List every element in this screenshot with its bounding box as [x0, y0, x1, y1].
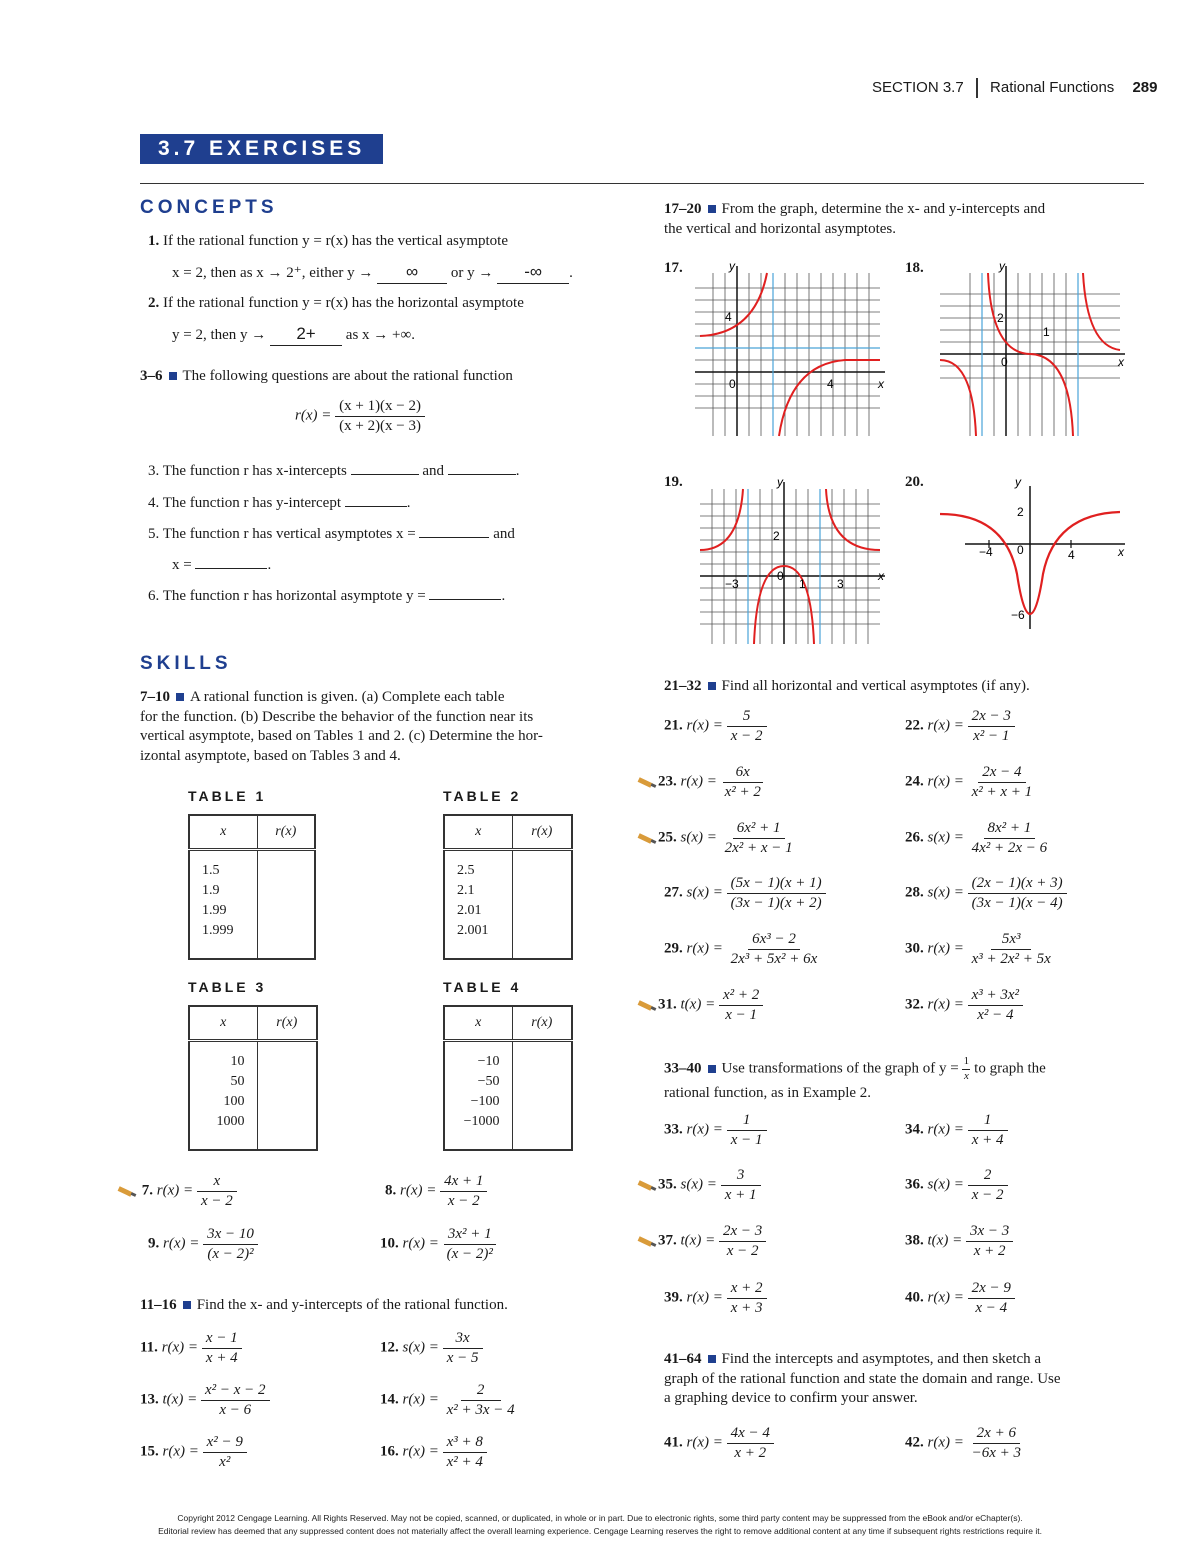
svg-text:0: 0 — [1001, 355, 1008, 369]
svg-text:1: 1 — [799, 577, 806, 591]
graph-18 — [935, 258, 1135, 438]
graph-20-label: 20. — [905, 474, 924, 490]
svg-text:1: 1 — [1043, 325, 1050, 339]
svg-text:x: x — [878, 569, 884, 583]
y-axis-label: y — [729, 259, 735, 273]
x-axis-label: x — [878, 377, 884, 391]
svg-text:x: x — [1118, 355, 1124, 369]
pencil-icon — [638, 1001, 658, 1009]
exercise-27: 27. s(x) = $\frac{(5x - 1)(x + 1)}{(3x - 1)(x + 2)}$ — [664, 874, 826, 913]
question-5: 5. The function r has vertical asymptotes x = and — [148, 526, 515, 542]
chapter-title: Rational Functions — [990, 78, 1115, 96]
pencil-icon — [638, 834, 658, 842]
exercises-banner: 3.7 EXERCISES — [140, 134, 383, 164]
svg-text:−4: −4 — [979, 545, 993, 559]
svg-text:3: 3 — [837, 577, 844, 591]
exercise-37: 37. t(x) = $\frac{2x - 3}{x - 2}$ — [638, 1222, 766, 1261]
exercise-35: 35. s(x) = $\frac{3}{x + 1}$ — [638, 1166, 761, 1205]
instructions-41-64: 41–64 Find the intercepts and asymptotes, and then sketch a graph of the rational function and state the domain and range. Use a graphing device to confirm your answer. — [664, 1351, 1061, 1406]
tick-0: 0 — [729, 377, 736, 391]
exercise-26: 26. s(x) = $\frac{\text{8x² + 1}}{\text{4x² + 2x − 6}}$ — [905, 820, 1048, 856]
tick-4x: 4 — [827, 377, 834, 391]
exercise-12: 12. s(x) = $\frac{3x}{x - 5}$ — [380, 1329, 483, 1368]
rational-function-r: r(x) = $\frac{(x + 1)(x - 2)}{(x + 2)(x - 3)}$ — [295, 397, 425, 436]
exercise-23: 23. r(x) = $\frac{6x}{\text{x² + 2}}$ — [638, 763, 765, 802]
table-4: TABLE 4 x r(x) −10 −50 −100 −1000 — [443, 979, 573, 1151]
exercise-7: 7. r(x) = $\frac{x}{x - 2}$ — [118, 1172, 237, 1211]
graph-17 — [695, 258, 895, 438]
exercise-25: 25. s(x) = $\frac{\text{6x² + 1}}{\text{2x² + x − 1}}$ — [638, 819, 797, 858]
section-label: SECTION 3.7 — [872, 78, 964, 96]
exercise-30: 30. r(x) = $\frac{\text{5x³}}{\text{x³ + 2x² + 5x}}$ — [905, 931, 1051, 967]
exercise-28: 28. s(x) = $\frac{(2x - 1)(x + 3)}{(3x - 1)(x - 4)}$ — [905, 874, 1067, 913]
instructions-7-10: 7–10 A rational function is given. (a) Complete each table for the function. (b) Describe the behavior of the function near its vertical asymptote, based on Tables 1 and 2. (c) Determine the hor- izontal asymptote, based on Tables 3 and 4. — [140, 689, 543, 764]
svg-text:y: y — [1015, 475, 1021, 489]
graph-19 — [695, 474, 895, 646]
question-4: 4. The function r has y-intercept . — [148, 495, 411, 511]
exercise-15: 15. r(x) = $\frac{\text{x² − 9}}{\text{x²}}$ — [140, 1433, 247, 1472]
instructions-11-16: 11–16 Find the x- and y-intercepts of the rational function. — [140, 1297, 508, 1313]
exercise-36: 36. s(x) = $\frac{2}{x - 2}$ — [905, 1166, 1008, 1205]
graph-19-label: 19. — [664, 474, 683, 490]
graph-20 — [935, 474, 1135, 634]
exercise-11: 11. r(x) = $\frac{x - 1}{x + 4}$ — [140, 1329, 242, 1368]
exercise-14: 14. r(x) = $\frac{2}{\text{x² + 3x − 4}}$ — [380, 1382, 515, 1418]
graph-18-label: 18. — [905, 260, 924, 276]
answer-2: 2+ — [270, 323, 342, 346]
copyright-footer: Copyright 2012 Cengage Learning. All Rights Reserved. May not be copied, scanned, or duplicated, in whole or in part. Due to electronic rights, some third party content may be suppressed from the eBook and/or eChapter(s). Editorial review has deemed that any suppressed content does not materially affect the overall learning experience. Cengage Learning reserves the right to remove additional content at any time if subsequent rights restrictions require it. — [158, 1513, 1042, 1536]
svg-text:2: 2 — [773, 529, 780, 543]
pencil-icon — [638, 1181, 658, 1189]
exercise-8: 8. r(x) = $\frac{4x + 1}{x - 2}$ — [385, 1172, 487, 1211]
exercise-40: 40. r(x) = $\frac{2x - 9}{x - 4}$ — [905, 1279, 1015, 1318]
instructions-33-40: 33–40 Use transformations of the graph of y = $\frac{1}{x}$ to graph the rational function, as in Example 2. — [664, 1055, 1046, 1101]
answer-1b: -∞ — [497, 261, 569, 284]
svg-text:y: y — [777, 475, 783, 489]
table-1: TABLE 1 x r(x) 1.5 1.9 1.99 1.999 — [188, 788, 316, 960]
exercise-32: 32. r(x) = $\frac{\text{x³ + 3x²}}{\text{x² − 4}}$ — [905, 986, 1023, 1025]
exercise-42: 42. r(x) = $\frac{2x + 6}{-6x + 3}$ — [905, 1425, 1022, 1461]
skills-title: SKILLS — [140, 653, 232, 674]
instructions-3-6: 3–6 The following questions are about the rational function — [140, 368, 513, 384]
instructions-17-20: 17–20 From the graph, determine the x- and y-intercepts and the vertical and horizontal asymptotes. — [664, 201, 1046, 237]
tick-4: 4 — [725, 310, 732, 324]
svg-text:x: x — [1118, 545, 1124, 559]
concepts-title: CONCEPTS — [140, 197, 278, 218]
exercise-39: 39. r(x) = $\frac{x + 2}{x + 3}$ — [664, 1279, 767, 1318]
exercise-24: 24. r(x) = $\frac{2x - 4}{\text{x² + x + 1}}$ — [905, 764, 1033, 800]
exercise-10: 10. r(x) = $\frac{\text{3x² + 1}}{\text{(x − 2)²}}$ — [380, 1225, 497, 1264]
instructions-21-32: 21–32 Find all horizontal and vertical asymptotes (if any). — [664, 678, 1030, 694]
answer-1a: ∞ — [377, 261, 447, 284]
svg-text:2: 2 — [997, 311, 1004, 325]
svg-text:y: y — [999, 259, 1005, 273]
pencil-icon — [638, 1237, 658, 1245]
table-2: TABLE 2 x r(x) 2.5 2.1 2.01 2.001 — [443, 788, 573, 960]
svg-text:−3: −3 — [725, 577, 739, 591]
question-5b: x = . — [172, 557, 272, 573]
exercise-38: 38. t(x) = $\frac{3x - 3}{x + 2}$ — [905, 1222, 1013, 1261]
exercise-41: 41. r(x) = $\frac{4x - 4}{x + 2}$ — [664, 1424, 774, 1463]
table-3: TABLE 3 x r(x) 10 50 100 1000 — [188, 979, 318, 1151]
question-6: 6. The function r has horizontal asymptote y = . — [148, 588, 506, 604]
exercise-22: 22. r(x) = $\frac{2x - 3}{\text{x² − 1}}$ — [905, 707, 1015, 746]
question-2: 2. If the rational function y = r(x) has the horizontal asymptote y = 2, then y → 2+ as x → +∞. — [148, 294, 628, 346]
running-header — [872, 78, 1157, 98]
svg-text:0: 0 — [1017, 543, 1024, 557]
exercise-16: 16. r(x) = $\frac{\text{x³ + 8}}{\text{x² + 4}}$ — [380, 1433, 487, 1472]
exercise-9: 9. r(x) = $\frac{3x - 10}{\text{(x − 2)²}}$ — [148, 1225, 258, 1264]
header-rule — [140, 183, 1144, 184]
exercise-13: 13. t(x) = $\frac{\text{x² − x − 2}}{x - 6}$ — [140, 1381, 270, 1420]
exercise-34: 34. r(x) = $\frac{1}{x + 4}$ — [905, 1111, 1008, 1150]
question-3: 3. The function r has x-intercepts and . — [148, 463, 520, 479]
page-number: 289 — [1132, 78, 1158, 96]
question-1: 1. If the rational function y = r(x) has the vertical asymptote x = 2, then as x → 2⁺, either y → ∞ or y → -∞ . — [148, 232, 628, 284]
svg-text:2: 2 — [1017, 505, 1024, 519]
exercise-29: 29. r(x) = $\frac{\text{6x³ − 2}}{\text{2x³ + 5x² + 6x}}$ — [664, 931, 818, 967]
graph-17-label: 17. — [664, 260, 683, 276]
exercise-33: 33. r(x) = $\frac{1}{x - 1}$ — [664, 1111, 767, 1150]
exercise-21: 21. r(x) = $\frac{5}{x - 2}$ — [664, 707, 767, 746]
svg-text:4: 4 — [1068, 548, 1075, 562]
pencil-icon — [638, 778, 658, 786]
pencil-icon — [118, 1187, 138, 1195]
exercise-31: 31. t(x) = $\frac{\text{x² + 2}}{x - 1}$ — [638, 986, 763, 1025]
svg-text:−6: −6 — [1011, 608, 1025, 622]
svg-text:0: 0 — [777, 569, 784, 583]
